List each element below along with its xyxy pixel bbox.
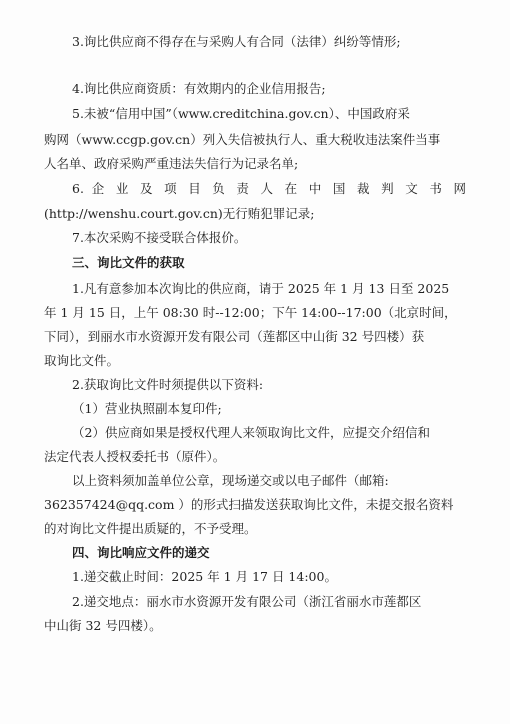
text-line: 下同），到丽水市水资源开发有限公司（莲都区中山街 32 号四楼）获 [44, 329, 425, 344]
text-line: 362357424@qq.com ）的形式扫描发送获取询比文件，未提交报名资料 [44, 497, 454, 512]
text-line: 年 1 月 15 日，上午 08:30 时--12:00；下午 14:00--17:00（北京时间， [44, 305, 457, 320]
text-line: 1.凡有意参加本次询比的供应商，请于 2025 年 1 月 13 日至 2025 [72, 281, 450, 296]
text-line: 以上资料须加盖单位公章，现场递交或以电子邮件（邮箱: [72, 473, 389, 488]
text-line: 中山街 32 号四楼）。 [44, 618, 162, 633]
text-line: 2.获取询比文件时须提供以下资料: [72, 377, 264, 392]
text-line: 7.本次采购不接受联合体报价。 [72, 230, 247, 245]
text-line: 4.询比供应商资质：有效期内的企业信用报告; [72, 81, 326, 96]
text-line: 人名单、政府采购严重违法失信行为记录名单; [44, 156, 299, 171]
text-line: （1）营业执照副本复印件; [72, 401, 222, 416]
text-line: （2）供应商如果是授权代理人来领取询比文件，应提交介绍信和 [72, 425, 430, 440]
text-line: 法定代表人授权委托书（原件）。 [44, 449, 226, 464]
text-line: 5.未被“信用中国”（www.creditchina.gov.cn）、中国政府采 [72, 106, 410, 121]
section-heading: 三、询比文件的获取 [72, 255, 185, 270]
text-line: (http://wenshu.court.gov.cn)无行贿犯罪记录; [44, 206, 315, 221]
text-line: 3.询比供应商不得存在与采购人有合同（法律）纠纷等情形; [72, 34, 401, 49]
text-line: 取询比文件。 [44, 353, 120, 368]
text-line: 2.递交地点：丽水市水资源开发有限公司（浙江省丽水市莲都区 [72, 594, 422, 609]
text-line: 购网（www.ccgp.gov.cn）列入失信被执行人、重大税收违法案件当事 [44, 132, 441, 147]
text-line: 6. 企 业 及 项 目 负 责 人 在 中 国 裁 判 文 书 网 [72, 181, 466, 196]
text-line: 1.递交截止时间：2025 年 1 月 17 日 14:00。 [72, 569, 337, 584]
section-heading: 四、询比响应文件的递交 [72, 545, 210, 560]
text-line: 的对询比文件提出质疑的，不予受理。 [44, 521, 257, 536]
